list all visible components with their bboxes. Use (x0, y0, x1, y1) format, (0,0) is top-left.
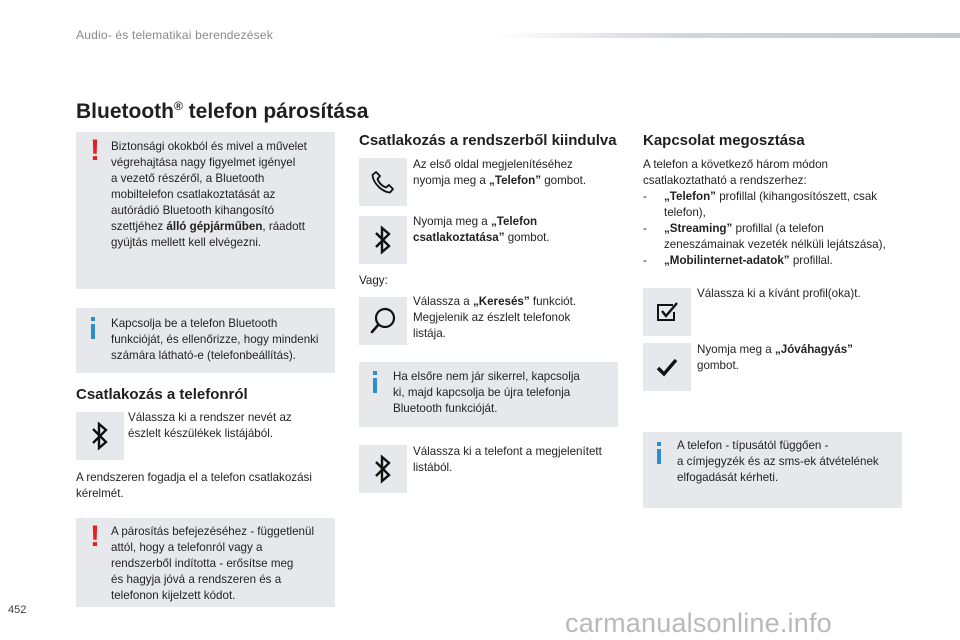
bluetooth-tile (359, 216, 407, 264)
header-bar (492, 33, 960, 38)
phone-tile (359, 158, 407, 206)
sharing-intro: A telefon a következő három módon csatlakoztatható a rendszerhez: (643, 158, 828, 187)
checkbox-tile (643, 288, 691, 336)
info-box-bluetooth-on: Kapcsolja be a telefon Bluetooth funkcióját, és ellenőrizze, hogy mindenki számára látható-e (telefonbeállítás). (76, 308, 335, 373)
watermark: carmanualsonline.info (565, 608, 832, 638)
warning-box-safety: ! Biztonsági okokból és mivel a művelet végrehajtása nagy figyelmet igényel a vezető részéről, a Bluetooth mobiltelefon csatlakoztatását az autórádió Bluetooth kihangosító szettjéhez álló gépjárműben, ráadott gyújtás mellett kell elvégezni. (76, 132, 335, 289)
section-title-sharing: Kapcsolat megosztása (643, 132, 805, 149)
search-tile (359, 297, 407, 345)
page-title: Bluetooth® telefon párosítása (76, 99, 369, 123)
step-select-system: Válassza ki a rendszer nevét az észlelt készülékek listájából. (128, 411, 292, 440)
list-item: - „Telefon” profillal (kihangosítószett, csak telefon), (643, 190, 878, 219)
bluetooth-tile (359, 445, 407, 493)
section-title-from-system: Csatlakozás a rendszerből kiindulva (359, 132, 617, 149)
accept-request-text: A rendszeren fogadja el a telefon csatlakozási kérelmét. (76, 471, 312, 500)
bluetooth-icon (372, 225, 394, 255)
info-box-retry: Ha elsőre nem jár sikerrel, kapcsolja ki, majd kapcsolja be újra telefonja Bluetooth funkcióját. (359, 362, 618, 427)
bluetooth-icon (89, 421, 111, 451)
bluetooth-tile (76, 412, 124, 460)
phone-handset-icon (368, 167, 398, 197)
page-number: 452 (8, 604, 27, 616)
list-item: - „Mobilinternet-adatok” profillal. (643, 254, 833, 267)
step-press-phone: Az első oldal megjelenítéséhez nyomja meg a „Telefon” gombot. (413, 158, 587, 187)
bluetooth-icon (372, 454, 394, 484)
step-search: Válassza a „Keresés” funkciót. Megjelenik az észlelt telefonok listája. (413, 295, 577, 340)
search-icon (367, 305, 399, 337)
step-select-phone: Válassza ki a telefont a megjelenített listából. (413, 445, 602, 474)
warning-box-confirm-code: ! A párosítás befejezéséhez - függetlenül attól, hogy a telefonról vagy a rendszerből indította - erősítse meg és hagyja jóvá a rendszeren és a telefonon kijelzett kódot. (76, 518, 335, 607)
checkmark-icon (655, 355, 679, 379)
confirm-tile (643, 343, 691, 391)
warning-icon: ! (90, 520, 100, 553)
profile-list (643, 189, 943, 269)
section-title-from-phone: Csatlakozás a telefonról (76, 386, 248, 403)
step-press-connect: Nyomja meg a „Telefon csatlakoztatása” gombot. (413, 215, 550, 244)
checkbox-check-icon (654, 299, 680, 325)
step-select-profile: Válassza ki a kívánt profil(oka)t. (697, 287, 861, 300)
info-box-phone-request: A telefon - típusától függően - a címjegyzék és az sms-ek átvételének elfogadását kérheti. (643, 432, 902, 508)
step-confirm: Nyomja meg a „Jóváhagyás” gombot. (697, 343, 853, 372)
running-header: Audio- és telematikai berendezések (76, 28, 273, 42)
or-label: Vagy: (359, 274, 388, 287)
warning-icon: ! (90, 134, 100, 167)
list-item: - „Streaming” profillal (a telefon zeneszámainak vezeték nélküli lejátszása), (643, 222, 886, 251)
